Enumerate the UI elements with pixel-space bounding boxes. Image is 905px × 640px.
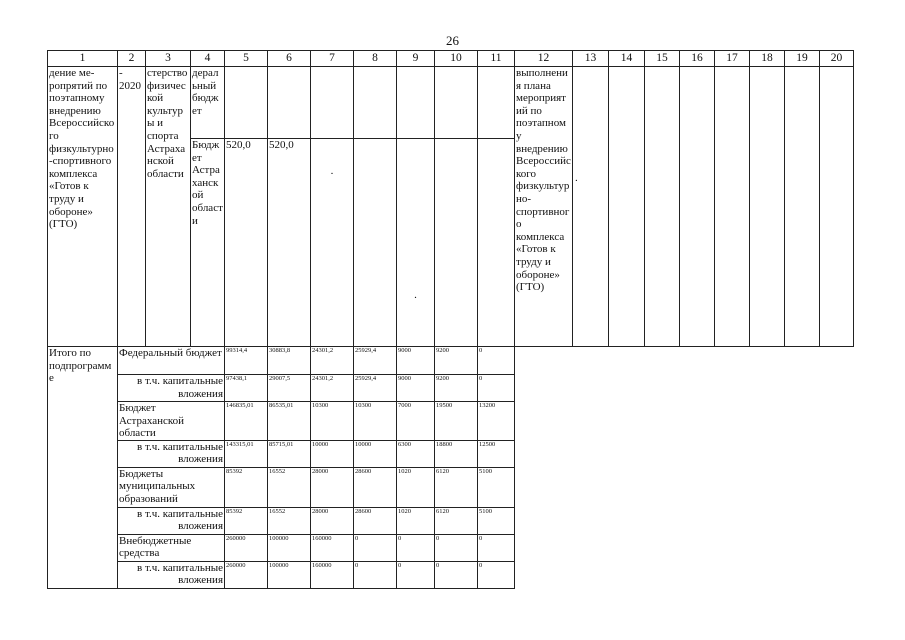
total-source-label: в т.ч. капитальные вложения — [118, 507, 225, 534]
total-value: 260000 — [225, 534, 268, 561]
total-value: 0 — [397, 561, 435, 588]
total-source-label: в т.ч. капитальные вложения — [118, 375, 225, 402]
activity-executor: стерство физической культуры и спорта Астраханской области — [146, 67, 191, 347]
total-value: 24301,2 — [311, 347, 354, 375]
total-value: 28000 — [311, 467, 354, 507]
total-value: 99314,4 — [225, 347, 268, 375]
scan-dot: . — [397, 139, 435, 347]
activity-value-5: 520,0 — [225, 139, 268, 347]
total-source-label: Бюджет Астраханской области — [118, 402, 225, 441]
total-value: 16552 — [268, 467, 311, 507]
col-header-8: 8 — [354, 51, 397, 67]
total-value: 1020 — [397, 467, 435, 507]
total-value: 0 — [435, 561, 478, 588]
total-value: 97438,1 — [225, 375, 268, 402]
total-value: 12500 — [478, 440, 515, 467]
total-value: 100000 — [268, 561, 311, 588]
col-header-20: 20 — [820, 51, 854, 67]
col-header-1: 1 — [48, 51, 118, 67]
col-header-14: 14 — [609, 51, 645, 67]
total-value: 0 — [354, 561, 397, 588]
col-header-4: 4 — [191, 51, 225, 67]
scan-dot: . — [575, 172, 578, 184]
total-value: 10300 — [311, 402, 354, 441]
total-value: 0 — [478, 561, 515, 588]
activity-value-6: 520,0 — [268, 139, 311, 347]
total-source-label: Внебюджетные средства — [118, 534, 225, 561]
total-value: 7000 — [397, 402, 435, 441]
activity-source-regional: Бюджет Астраханской области — [191, 139, 225, 347]
col-header-19: 19 — [785, 51, 820, 67]
total-value: 143315,01 — [225, 440, 268, 467]
col-header-15: 15 — [645, 51, 680, 67]
total-value: 29007,5 — [268, 375, 311, 402]
total-label: Итого по подпрограмме — [48, 347, 118, 589]
total-value: 10000 — [354, 440, 397, 467]
total-source-label: в т.ч. капитальные вложения — [118, 440, 225, 467]
total-value: 24301,2 — [311, 375, 354, 402]
activity-years: - 2020 — [118, 67, 146, 347]
total-value: 10000 — [311, 440, 354, 467]
total-value: 86535,01 — [268, 402, 311, 441]
total-source-label: в т.ч. капитальные вложения — [118, 561, 225, 588]
total-value: 9200 — [435, 375, 478, 402]
col-header-16: 16 — [680, 51, 715, 67]
col-header-12: 12 — [515, 51, 573, 67]
total-value: 1020 — [397, 507, 435, 534]
program-table — [47, 50, 854, 589]
total-value: 16552 — [268, 507, 311, 534]
total-value: 9200 — [435, 347, 478, 375]
total-value: 25929,4 — [354, 375, 397, 402]
total-value: 0 — [478, 347, 515, 375]
col-header-5: 5 — [225, 51, 268, 67]
total-value: 100000 — [268, 534, 311, 561]
total-value: 160000 — [311, 561, 354, 588]
col-header-11: 11 — [478, 51, 515, 67]
activity-name: дение ме-ропрятий по поэтапному внедрению Всероссийского физкультурно-спортивного комплекса «Готов к труду и обороне» (ГТО) — [48, 67, 118, 347]
col-header-6: 6 — [268, 51, 311, 67]
activity-source-federal: деральный бюджет — [191, 67, 225, 139]
total-value: 0 — [435, 534, 478, 561]
page-number: 26 — [446, 33, 459, 48]
col-header-18: 18 — [750, 51, 785, 67]
total-value: 0 — [478, 534, 515, 561]
col-header-2: 2 — [118, 51, 146, 67]
total-value: 5100 — [478, 467, 515, 507]
col-header-7: 7 — [311, 51, 354, 67]
col-header-10: 10 — [435, 51, 478, 67]
total-value: 0 — [478, 375, 515, 402]
total-row — [48, 347, 854, 375]
total-value: 19500 — [435, 402, 478, 441]
total-value: 9000 — [397, 347, 435, 375]
total-value: 160000 — [311, 534, 354, 561]
total-value: 6120 — [435, 507, 478, 534]
total-value: 28000 — [311, 507, 354, 534]
col-header-3: 3 — [146, 51, 191, 67]
total-value: 0 — [354, 534, 397, 561]
total-value: 85715,01 — [268, 440, 311, 467]
col-header-13: 13 — [573, 51, 609, 67]
col-header-17: 17 — [715, 51, 750, 67]
total-value: 6300 — [397, 440, 435, 467]
total-value: 260000 — [225, 561, 268, 588]
total-value: 5100 — [478, 507, 515, 534]
column-number-row — [48, 51, 854, 67]
total-value: 10300 — [354, 402, 397, 441]
col-header-9: 9 — [397, 51, 435, 67]
total-value: 28600 — [354, 467, 397, 507]
total-value: 28600 — [354, 507, 397, 534]
total-value: 85392 — [225, 507, 268, 534]
total-source-label: Бюджеты муниципальных образований — [118, 467, 225, 507]
total-value: 9000 — [397, 375, 435, 402]
total-value: 18800 — [435, 440, 478, 467]
total-value: 85392 — [225, 467, 268, 507]
total-value: 13200 — [478, 402, 515, 441]
total-value: 0 — [397, 534, 435, 561]
activity-indicator: выполнения плана мероприятий по поэтапному внедрению Всероссийского физкультурно-спортивного комплекса «Готов к труду и обороне» (ГТО) — [515, 67, 573, 347]
activity-row-a — [48, 67, 854, 139]
scan-dot: . — [311, 139, 354, 347]
total-source-label: Федеральный бюджет — [118, 347, 225, 375]
total-value: 25929,4 — [354, 347, 397, 375]
total-value: 146835,01 — [225, 402, 268, 441]
total-value: 6120 — [435, 467, 478, 507]
total-value: 30883,8 — [268, 347, 311, 375]
